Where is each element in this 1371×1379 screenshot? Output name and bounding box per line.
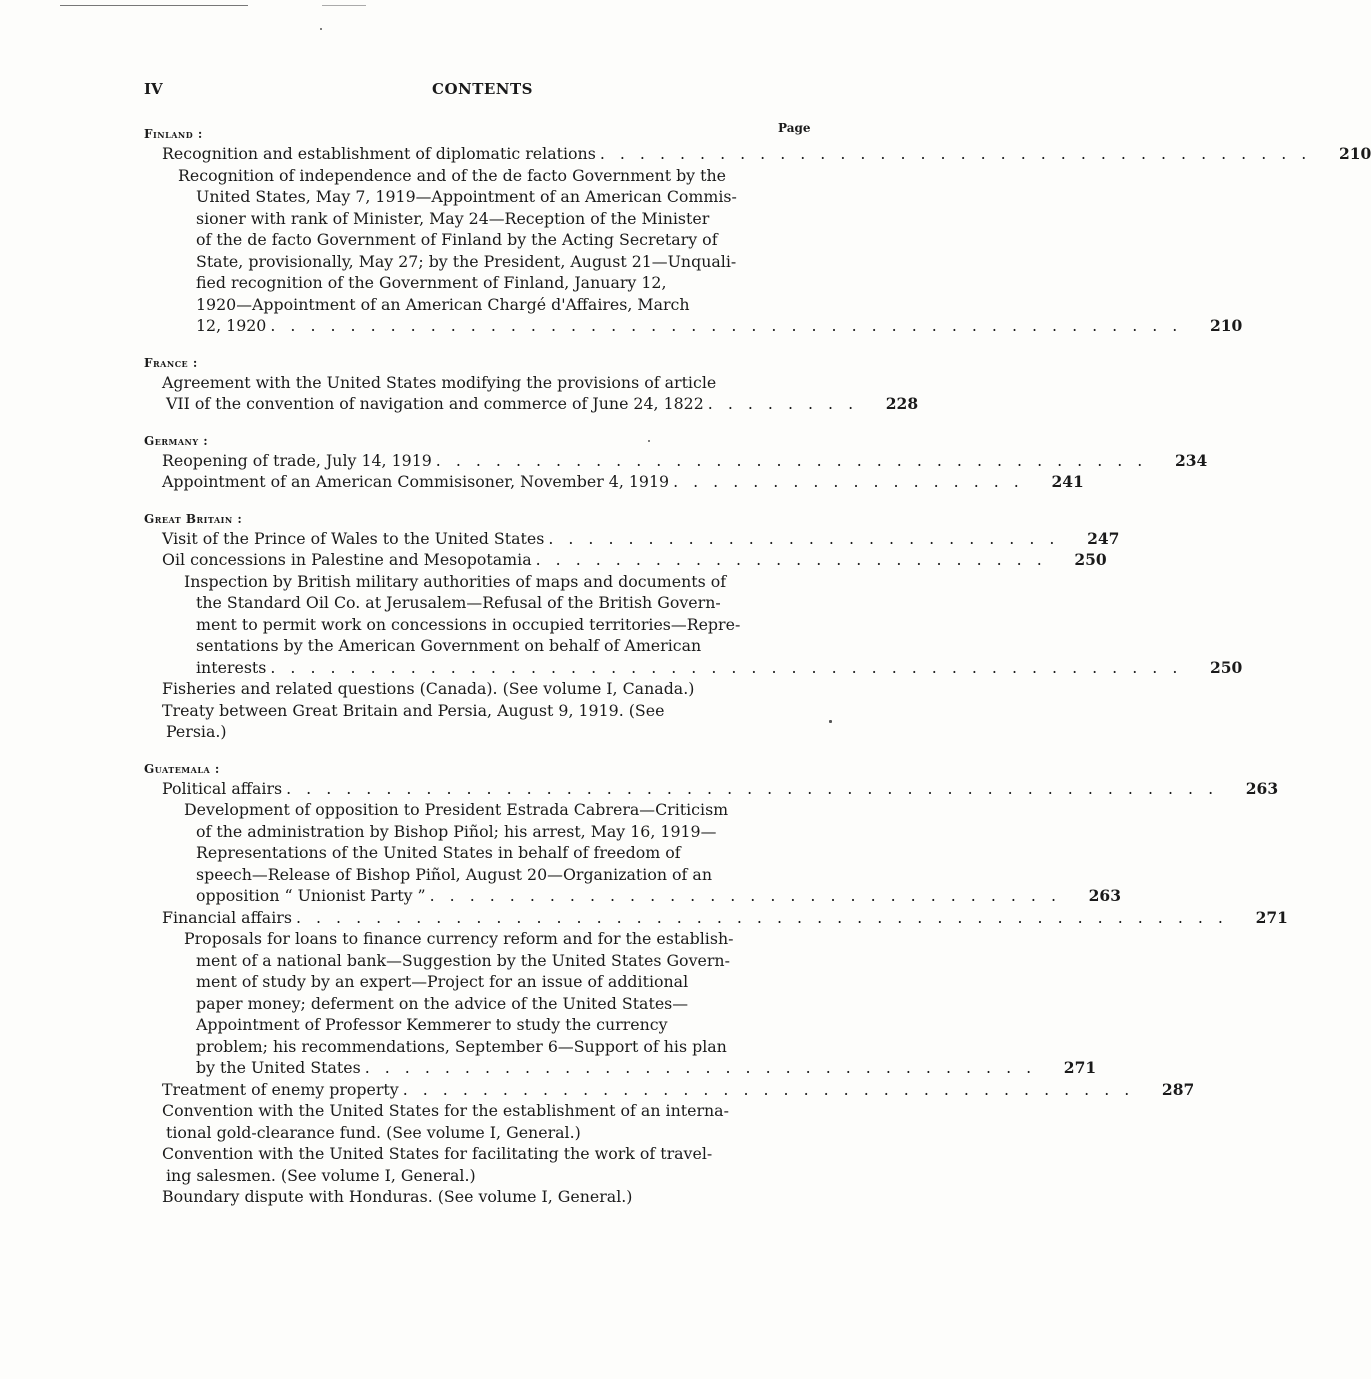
leader-dots: . . . . . . . . <box>707 394 859 413</box>
toc-entry[interactable] <box>144 1079 1195 1101</box>
leader-dots: . . . . . . . . . . . . . . . . . . . . . . . . . . . . . . . . . . . . . . . . . . . . . . <box>270 657 1183 677</box>
toc-entry[interactable] <box>144 907 1288 929</box>
description-line: the Standard Oil Co. at Jerusalem—Refusal of the British Govern- <box>196 593 721 612</box>
description-line: of the de facto Government of Finland by the Acting Secretary of <box>196 230 718 249</box>
toc-page-number: 241 <box>1051 472 1084 491</box>
toc-entry[interactable] <box>144 700 824 722</box>
toc-entry-description <box>144 165 1243 337</box>
section-heading: France : <box>144 355 198 370</box>
toc-entry[interactable] <box>144 471 1084 493</box>
toc-entry[interactable] <box>144 778 1279 800</box>
toc-entry-title: Fisheries and related questions (Canada). (See volume I, Canada.) <box>162 679 695 698</box>
description-line: fied recognition of the Government of Finland, January 12, <box>196 273 667 292</box>
toc-entry-title: Visit of the Prince of Wales to the United States <box>162 528 545 548</box>
toc-entry-continuation: Persia.) <box>166 722 227 741</box>
toc-entry-description <box>144 571 1243 679</box>
toc-entry[interactable] <box>144 372 824 394</box>
description-line: ment to permit work on concessions in occupied territories—Repre- <box>196 614 741 634</box>
leader-dots: . . . . . . . . . . . . . . . . . . . . . . . . . . <box>535 550 1047 569</box>
leader-dots: . . . . . . . . . . . . . . . . . . . . . . . . . . <box>548 528 1060 548</box>
description-line: Appointment of Professor Kemmerer to study the currency <box>196 1015 668 1034</box>
toc-entry[interactable] <box>144 1143 824 1165</box>
toc-entry-continuation[interactable]: VII of the convention of navigation and commerce of June 24, 1822 . . . . . . . . 228 <box>166 394 919 413</box>
description-last-line[interactable]: opposition “ Unionist Party ” . . . . . . . . . . . . . . . . . . . . . . . . . . . . . . . . 263 <box>196 886 1121 905</box>
print-speck <box>829 720 832 723</box>
toc-entry[interactable] <box>144 528 1120 550</box>
toc-entry-title: Boundary dispute with Honduras. (See volume I, General.) <box>162 1187 633 1206</box>
toc-entry[interactable] <box>144 1100 824 1122</box>
leader-dots: . . . . . . . . . . . . . . . . . . <box>673 472 1024 491</box>
toc-page-number: 228 <box>885 394 919 413</box>
description-line: Development of opposition to President Estrada Cabrera—Criticism <box>184 800 729 819</box>
top-rule-short <box>322 5 366 6</box>
section-guatemala <box>144 761 1288 1208</box>
toc-entry[interactable] <box>144 549 1107 571</box>
toc-entry-continuation: ing salesmen. (See volume I, General.) <box>166 1165 476 1185</box>
toc-page-number: 271 <box>1063 1058 1097 1077</box>
toc-entry-title: Oil concessions in Palestine and Mesopotamia <box>162 550 532 569</box>
toc-entry-description <box>144 928 1097 1079</box>
description-line: ment of study by an expert—Project for an issue of additional <box>196 972 689 991</box>
section-great-britain <box>144 511 1243 743</box>
toc-page-number: 250 <box>1074 550 1107 569</box>
description-line: ment of a national bank—Suggestion by the United States Govern- <box>196 950 730 970</box>
description-line: United States, May 7, 1919—Appointment of an American Commis- <box>196 187 737 206</box>
description-line: of the administration by Bishop Piñol; his arrest, May 16, 1919— <box>196 821 717 841</box>
section-heading: Finland : <box>144 127 203 141</box>
page-header <box>144 80 824 104</box>
print-speck <box>648 440 650 442</box>
toc-entry-description <box>144 799 1121 907</box>
description-line: sentations by the American Government on behalf of American <box>196 636 702 655</box>
toc-entry-title: Agreement with the United States modifying the provisions of article <box>162 372 717 392</box>
toc-entry[interactable] <box>144 450 1208 472</box>
toc-page-number: 234 <box>1174 450 1208 470</box>
toc-entry-title: Convention with the United States for facilitating the work of travel- <box>162 1144 713 1163</box>
section-heading: Germany : <box>144 433 209 448</box>
toc-page-number: 250 <box>1209 657 1243 677</box>
description-line: Proposals for loans to finance currency reform and for the establish- <box>184 929 734 948</box>
leader-dots: . . . . . . . . . . . . . . . . . . . . . . . . . . . . . . . . . . . . <box>435 450 1148 470</box>
toc-entry[interactable] <box>144 678 824 700</box>
description-last-line[interactable]: interests . . . . . . . . . . . . . . . . . . . . . . . . . . . . . . . . . . . . . . . . . . . . . . 250 <box>196 657 1243 677</box>
description-last-line[interactable]: 12, 1920 . . . . . . . . . . . . . . . . . . . . . . . . . . . . . . . . . . . . . . . . . . . . . . 210 <box>196 316 1243 335</box>
toc-entry[interactable] <box>144 1186 824 1208</box>
toc-entry-title: Treatment of enemy property <box>162 1079 399 1099</box>
toc-entry-title: Reopening of trade, July 14, 1919 <box>162 450 432 470</box>
toc-entry-title: Political affairs <box>162 778 283 798</box>
toc-entry-title: Recognition and establishment of diplomatic relations <box>162 144 596 163</box>
toc-entry[interactable] <box>144 143 1371 165</box>
description-line: 1920—Appointment of an American Chargé d'Affaires, March <box>196 294 690 314</box>
description-line: Inspection by British military authorities of maps and documents of <box>184 571 727 591</box>
section-heading: Guatemala : <box>144 761 220 776</box>
leader-dots: . . . . . . . . . . . . . . . . . . . . . . . . . . . . . . . . . . . . . . . . . . . . . . . <box>295 907 1228 927</box>
toc-page-number: 287 <box>1161 1079 1195 1099</box>
toc-page-number: 263 <box>1245 778 1279 798</box>
section-finland <box>144 126 1371 337</box>
toc-entry-title: Convention with the United States for the establishment of an interna- <box>162 1101 729 1120</box>
section-heading: Great Britain : <box>144 511 243 526</box>
leader-dots: . . . . . . . . . . . . . . . . . . . . . . . . . . . . . . . . <box>429 886 1061 905</box>
toc-page-number: 210 <box>1209 316 1243 335</box>
section-france <box>144 355 919 415</box>
description-line: problem; his recommendations, September 6—Support of his plan <box>196 1036 727 1056</box>
section-germany <box>144 433 1208 493</box>
toc-entry-continuation: tional gold-clearance fund. (See volume I, General.) <box>166 1122 581 1142</box>
top-rule <box>60 5 248 6</box>
leader-dots: . . . . . . . . . . . . . . . . . . . . . . . . . . . . . . . . . . . . . . . . . . . . . . <box>270 316 1183 335</box>
page-title: CONTENTS <box>432 80 534 98</box>
description-line: sioner with rank of Minister, May 24—Reception of the Minister <box>196 208 710 228</box>
description-line: Representations of the United States in behalf of freedom of <box>196 843 681 862</box>
print-speck <box>320 28 322 30</box>
contents-list <box>144 126 1371 1226</box>
leader-dots: . . . . . . . . . . . . . . . . . . . . . . . . . . . . . . . . . . . . . <box>402 1079 1135 1099</box>
toc-page-number: 263 <box>1088 886 1121 905</box>
leader-dots: . . . . . . . . . . . . . . . . . . . . . . . . . . . . . . . . . . . . . . . . . . . . . . . <box>286 778 1219 798</box>
toc-page-number: 271 <box>1255 907 1288 927</box>
page-column-label: Page <box>778 121 811 135</box>
description-line: speech—Release of Bishop Piñol, August 20—Organization of an <box>196 864 713 884</box>
description-last-line[interactable]: by the United States . . . . . . . . . . . . . . . . . . . . . . . . . . . . . . . . . . 271 <box>196 1058 1097 1077</box>
leader-dots: . . . . . . . . . . . . . . . . . . . . . . . . . . . . . . . . . . . . <box>599 144 1312 163</box>
toc-entry-title: Treaty between Great Britain and Persia, August 9, 1919. (See <box>162 700 665 720</box>
toc-page-number: 210 <box>1338 144 1371 163</box>
description-line: paper money; deferment on the advice of the United States— <box>196 993 689 1013</box>
leader-dots: . . . . . . . . . . . . . . . . . . . . . . . . . . . . . . . . . . <box>364 1058 1037 1077</box>
description-line: State, provisionally, May 27; by the President, August 21—Unquali- <box>196 251 737 271</box>
description-line: Recognition of independence and of the de facto Government by the <box>178 165 726 185</box>
toc-entry-title: Appointment of an American Commisisoner, November 4, 1919 <box>162 472 670 491</box>
toc-entry-title: Financial affairs <box>162 907 292 927</box>
toc-page-number: 247 <box>1087 528 1120 548</box>
page-number: IV <box>144 80 163 98</box>
